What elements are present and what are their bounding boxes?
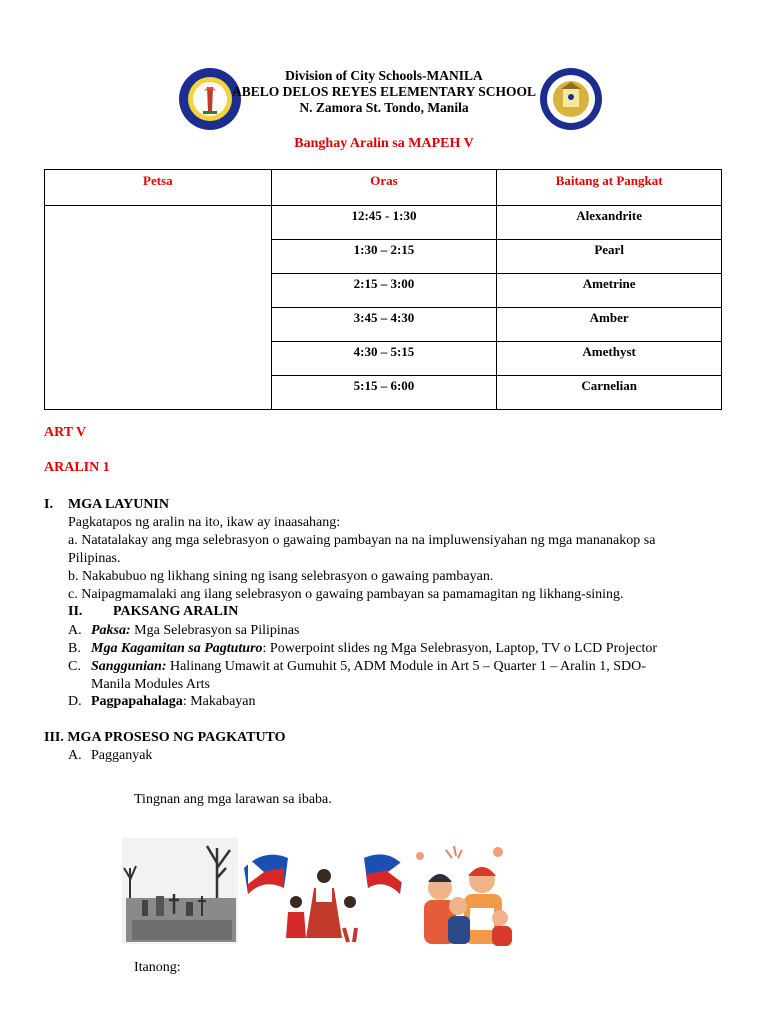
header-petsa: Petsa: [45, 170, 272, 206]
oras-cell: 1:30 – 2:15: [271, 240, 497, 274]
reference-text-cont: Manila Modules Arts: [91, 677, 210, 692]
topic-text: Mga Selebrasyon sa Pilipinas: [130, 623, 300, 638]
fiesta-dancers-image: [244, 838, 404, 948]
header-pangkat: Baitang at Pangkat: [497, 170, 722, 206]
instruction-text: Tingnan ang mga larawan sa ibaba.: [134, 792, 332, 807]
oras-cell: 5:15 – 6:00: [271, 376, 497, 410]
reference-item: [91, 658, 646, 676]
family-celebration-image: [400, 838, 520, 950]
reference-label: Sanggunian:: [91, 659, 167, 674]
objective-a: a. Natatalakay ang mga selebrasyon o gawaing pambayan na na impluwensiyahan ng mga mananakop sa: [68, 533, 656, 548]
oras-cell: 3:45 – 4:30: [271, 308, 497, 342]
materials-item: [91, 640, 657, 658]
objective-a-cont: Pilipinas.: [68, 551, 121, 566]
objective-c: c. Naipagmamalaki ang ilang selebrasyon o gawaing pambayan sa pamamagitan ng likhang-sining.: [68, 587, 624, 602]
materials-letter: B.: [68, 641, 81, 656]
motivation-letter: A.: [68, 748, 82, 763]
cemetery-image: [122, 838, 238, 944]
reference-text: Halinang Umawit at Gumuhit 5, ADM Module in Art 5 – Quarter 1 – Aralin 1, SDO-: [166, 659, 646, 674]
pangkat-cell: Ametrine: [497, 274, 722, 308]
pangkat-cell: Amber: [497, 308, 722, 342]
values-letter: D.: [68, 694, 82, 709]
materials-text: : Powerpoint slides ng Mga Selebrasyon, Laptop, TV o LCD Projector: [262, 641, 658, 656]
pangkat-cell: Carnelian: [497, 376, 722, 410]
school-name: ABELO DELOS REYES ELEMENTARY SCHOOL: [231, 84, 537, 99]
question-prompt: Itanong:: [134, 960, 181, 975]
schedule-table: [44, 169, 722, 410]
table-row: [45, 206, 722, 240]
section3-heading: III. MGA PROSESO NG PAGKATUTO: [44, 730, 286, 745]
values-text: : Makabayan: [182, 694, 256, 709]
table-header-row: [45, 170, 722, 206]
section2-number: II.: [68, 604, 83, 619]
materials-label: Mga Kagamitan sa Pagtuturo: [91, 641, 263, 656]
pangkat-cell: Amethyst: [497, 342, 722, 376]
lesson-heading: ARALIN 1: [44, 460, 110, 475]
topic-letter: A.: [68, 623, 82, 638]
section2-heading: PAKSANG ARALIN: [113, 604, 239, 619]
oras-cell: 12:45 - 1:30: [271, 206, 497, 240]
values-label: Pagpapahalaga: [91, 694, 183, 709]
topic-label: Paksa:: [91, 623, 131, 638]
section1-number: I.: [44, 497, 53, 512]
section1-heading: MGA LAYUNIN: [68, 497, 169, 512]
topic-item: [91, 622, 299, 640]
reference-letter: C.: [68, 659, 81, 674]
objective-b: b. Nakabubuo ng likhang sining ng isang selebrasyon o gawaing pambayan.: [68, 569, 494, 584]
subject-heading: ART V: [44, 425, 87, 440]
lesson-plan-title: Banghay Aralin sa MAPEH V: [294, 136, 474, 151]
header-oras: Oras: [271, 170, 497, 206]
values-item: [91, 693, 256, 711]
section1-intro: Pagkatapos ng aralin na ito, ikaw ay inaasahang:: [68, 515, 341, 530]
oras-cell: 4:30 – 5:15: [271, 342, 497, 376]
motivation-text: Pagganyak: [91, 748, 153, 763]
pangkat-cell: Alexandrite: [497, 206, 722, 240]
division-name: Division of City Schools-MANILA: [285, 68, 483, 83]
pangkat-cell: Pearl: [497, 240, 722, 274]
petsa-cell: [45, 206, 272, 410]
school-address: N. Zamora St. Tondo, Manila: [299, 100, 469, 115]
oras-cell: 2:15 – 3:00: [271, 274, 497, 308]
